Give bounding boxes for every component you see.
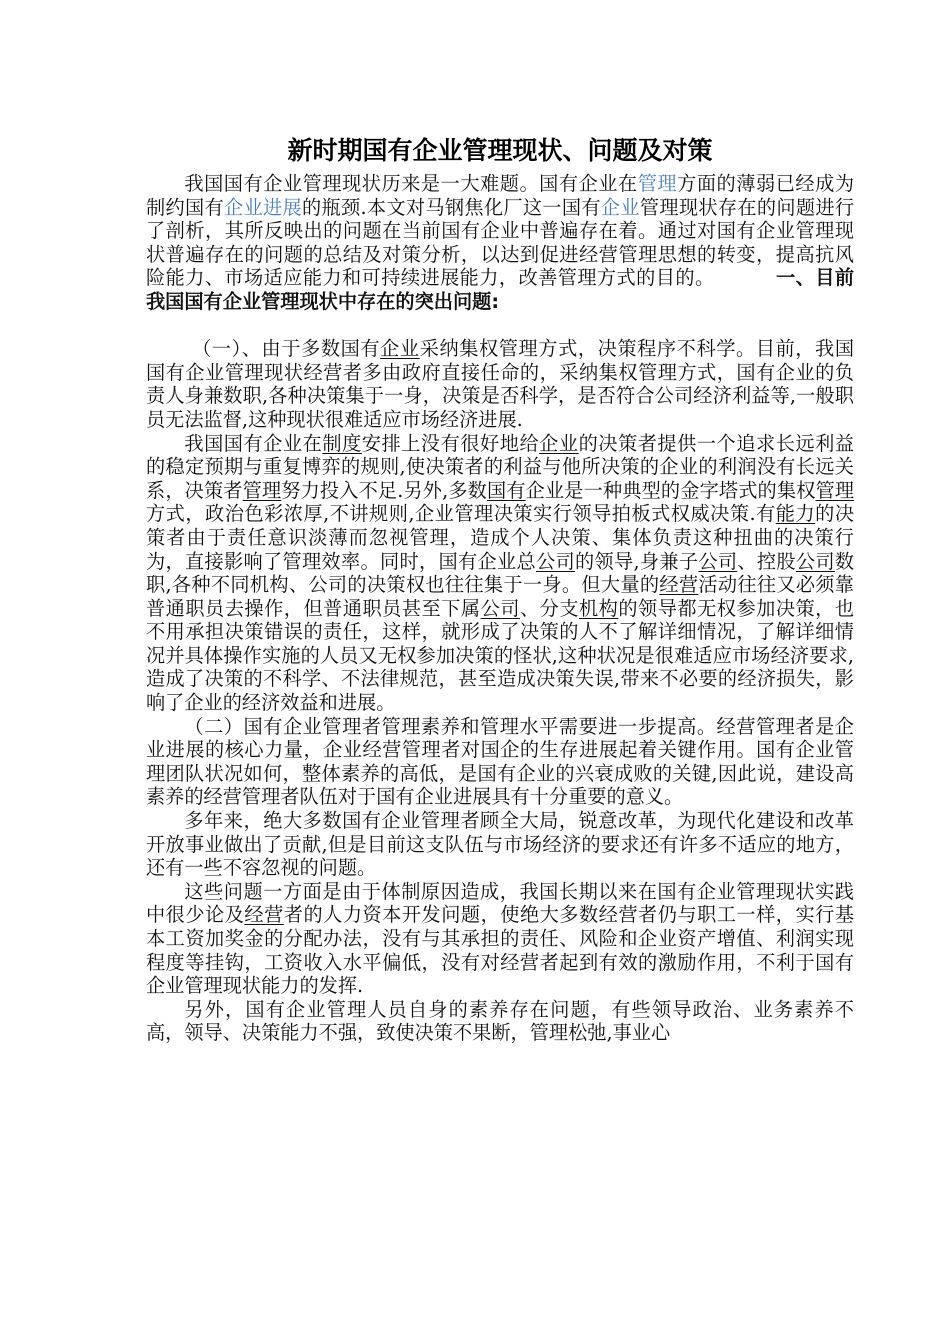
text-run: 我国国有企业在 xyxy=(184,431,323,455)
link-qiye-jinzhan[interactable]: 企业进展 xyxy=(224,195,302,219)
subsection-1-paragraph xyxy=(146,337,854,431)
link-qiye[interactable]: 企业 xyxy=(600,195,640,219)
text-run: 者的人力资本开发问题，使绝大多数经营者仍与职工一样，实行基本工资加奖金的分配办法，没有与其承担的责任、风险和企业资产增值、利润实现程度等挂钩，工资收入水平偏低，没有对经营者起到有效的激励作用，不利于国有企业管理现状能力的发挥. xyxy=(146,903,855,998)
link-gongsi[interactable]: 公司 xyxy=(795,549,835,573)
link-gongsi[interactable]: 公司 xyxy=(698,549,738,573)
document-title: 新时期国有企业管理现状、问题及对策 xyxy=(287,136,713,165)
text-run: 的决策者由于责任意识淡薄而忽视管理，造成个人决策、集体负责这种扭曲的决策行为，直接影响了管理效率。同时，国有企业总 xyxy=(146,502,855,573)
body-paragraph-5 xyxy=(146,880,854,998)
text-run: 努力投入不足.另外,多数 xyxy=(281,478,487,502)
text-run: 这些问题一方面是由于体制原因造成，我国长期以来在国有企业管理现状实践中很少论及 xyxy=(146,879,854,927)
text-run: 的决策者提供一个追求长远利益的稳定预期与重复博弈的规则,使决策者的利益与他所决策的企业的利润没有长远关系，决策者 xyxy=(146,431,855,502)
text-run: 方式，政治色彩浓厚,不讲规则,企业管理决策实行领导拍板式权威决策.有 xyxy=(146,502,776,526)
text-run: 安排上没有很好地给 xyxy=(361,431,540,455)
text-run: 的瓶颈.本文对马钢焦化厂这一国有 xyxy=(302,195,601,219)
text-run: 的领导都无权参加决策，也不用承担决策错误的责任，这样，就形成了决策的人不了解详细情况，了解详细情况并具体操作实施的人员又无权参加决策的怪状,这种状况是很难适应市场经济要求,造成了决策的不科学、不法律规范，甚至造成决策失误,带来不必要的经济损失，影响了企业的经济效益和进展。 xyxy=(146,596,855,715)
link-guanli[interactable]: 管理 xyxy=(815,478,855,502)
blank-line xyxy=(146,314,854,338)
link-qiye-underlined[interactable]: 企业 xyxy=(380,337,420,361)
link-guanli[interactable]: 管理 xyxy=(242,478,282,502)
text-run: 方面的薄弱已经成为制约国有 xyxy=(146,172,855,219)
link-gongsi[interactable]: 公司 xyxy=(480,596,520,620)
text-run: 、分支 xyxy=(519,596,579,620)
link-gongsi[interactable]: 公司 xyxy=(535,549,575,573)
text-run: 企业是一种典型的金字塔式的集权 xyxy=(525,478,816,502)
link-jingying[interactable]: 经营 xyxy=(244,903,284,927)
link-guoyou[interactable]: 国有 xyxy=(487,478,526,502)
text-run: 采纳集权管理方式，决策程序不科学。目前，我国国有企业管理现状经营者多由政府直接任命的，采纳集权管理方式，国有企业的负责人身兼数职,各种决策集于一身，决策是否科学，是否符合公司经济利益等,一般职员无法监督,这种现状很难适应市场经济进展. xyxy=(146,337,855,431)
link-jigou[interactable]: 机构 xyxy=(579,596,619,620)
text-run: 的领导,身兼子 xyxy=(574,549,699,573)
text-run: 管理现状存在的问题进行了剖析，其所反映出的问题在当前国有企业中普遍存在着。通过对国有企业管理现状普遍存在的问题的总结及对策分析，以达到促进经营管理思想的转变，提高抗风险能力、市场适应能力和可持续进展能力，改善管理方式的目的。 xyxy=(146,195,855,290)
body-paragraph-2 xyxy=(146,432,854,715)
link-zhidu[interactable]: 制度 xyxy=(322,431,362,455)
text-run: 数职,各种不同机构、公司的决策权也往往集于一身。但大量的 xyxy=(146,549,855,597)
text-run: （一）、由于多数国有 xyxy=(192,337,381,361)
text-run: 我国国有企业管理现状历来是一大难题。国有企业在 xyxy=(184,172,638,195)
section-heading-1: 一、目前我国国有企业管理现状中存在的突出问题: xyxy=(146,266,855,313)
intro-paragraph xyxy=(146,172,854,314)
text-run: 、控股 xyxy=(737,549,796,573)
document-body xyxy=(146,136,854,1045)
body-paragraph-4: 多年来，绝大多数国有企业管理者顾全大局，锐意改革，为现代化建设和改革开放事业做出了贡献,但是目前这支队伍与市场经济的要求还有许多不适应的地方，还有一些不容忽视的问题。 xyxy=(146,809,854,880)
subsection-2-paragraph: （二）国有企业管理者管理素养和管理水平需要进一步提高。经营管理者是企业进展的核心力量，企业经营管理者对国企的生存进展起着关键作用。国有企业管理团队状况如何，整体素养的高低，是国有企业的兴衰成败的关键,因此说，建设高素养的经营管理者队伍对于国有企业进展具有十分重要的意义。 xyxy=(146,714,854,809)
link-nengli[interactable]: 能力 xyxy=(775,502,816,526)
link-jingying[interactable]: 经营 xyxy=(659,573,699,597)
body-paragraph-6: 另外，国有企业管理人员自身的素养存在问题，有些领导政治、业务素养不高，领导、决策能力不强，致使决策不果断，管理松弛,事业心 xyxy=(146,997,854,1045)
link-guanli[interactable]: 管理 xyxy=(637,172,678,195)
link-qiye[interactable]: 企业 xyxy=(539,431,579,455)
text-run: 活动往往又必须靠普通职员去操作，但普通职员甚至下属 xyxy=(146,573,854,620)
